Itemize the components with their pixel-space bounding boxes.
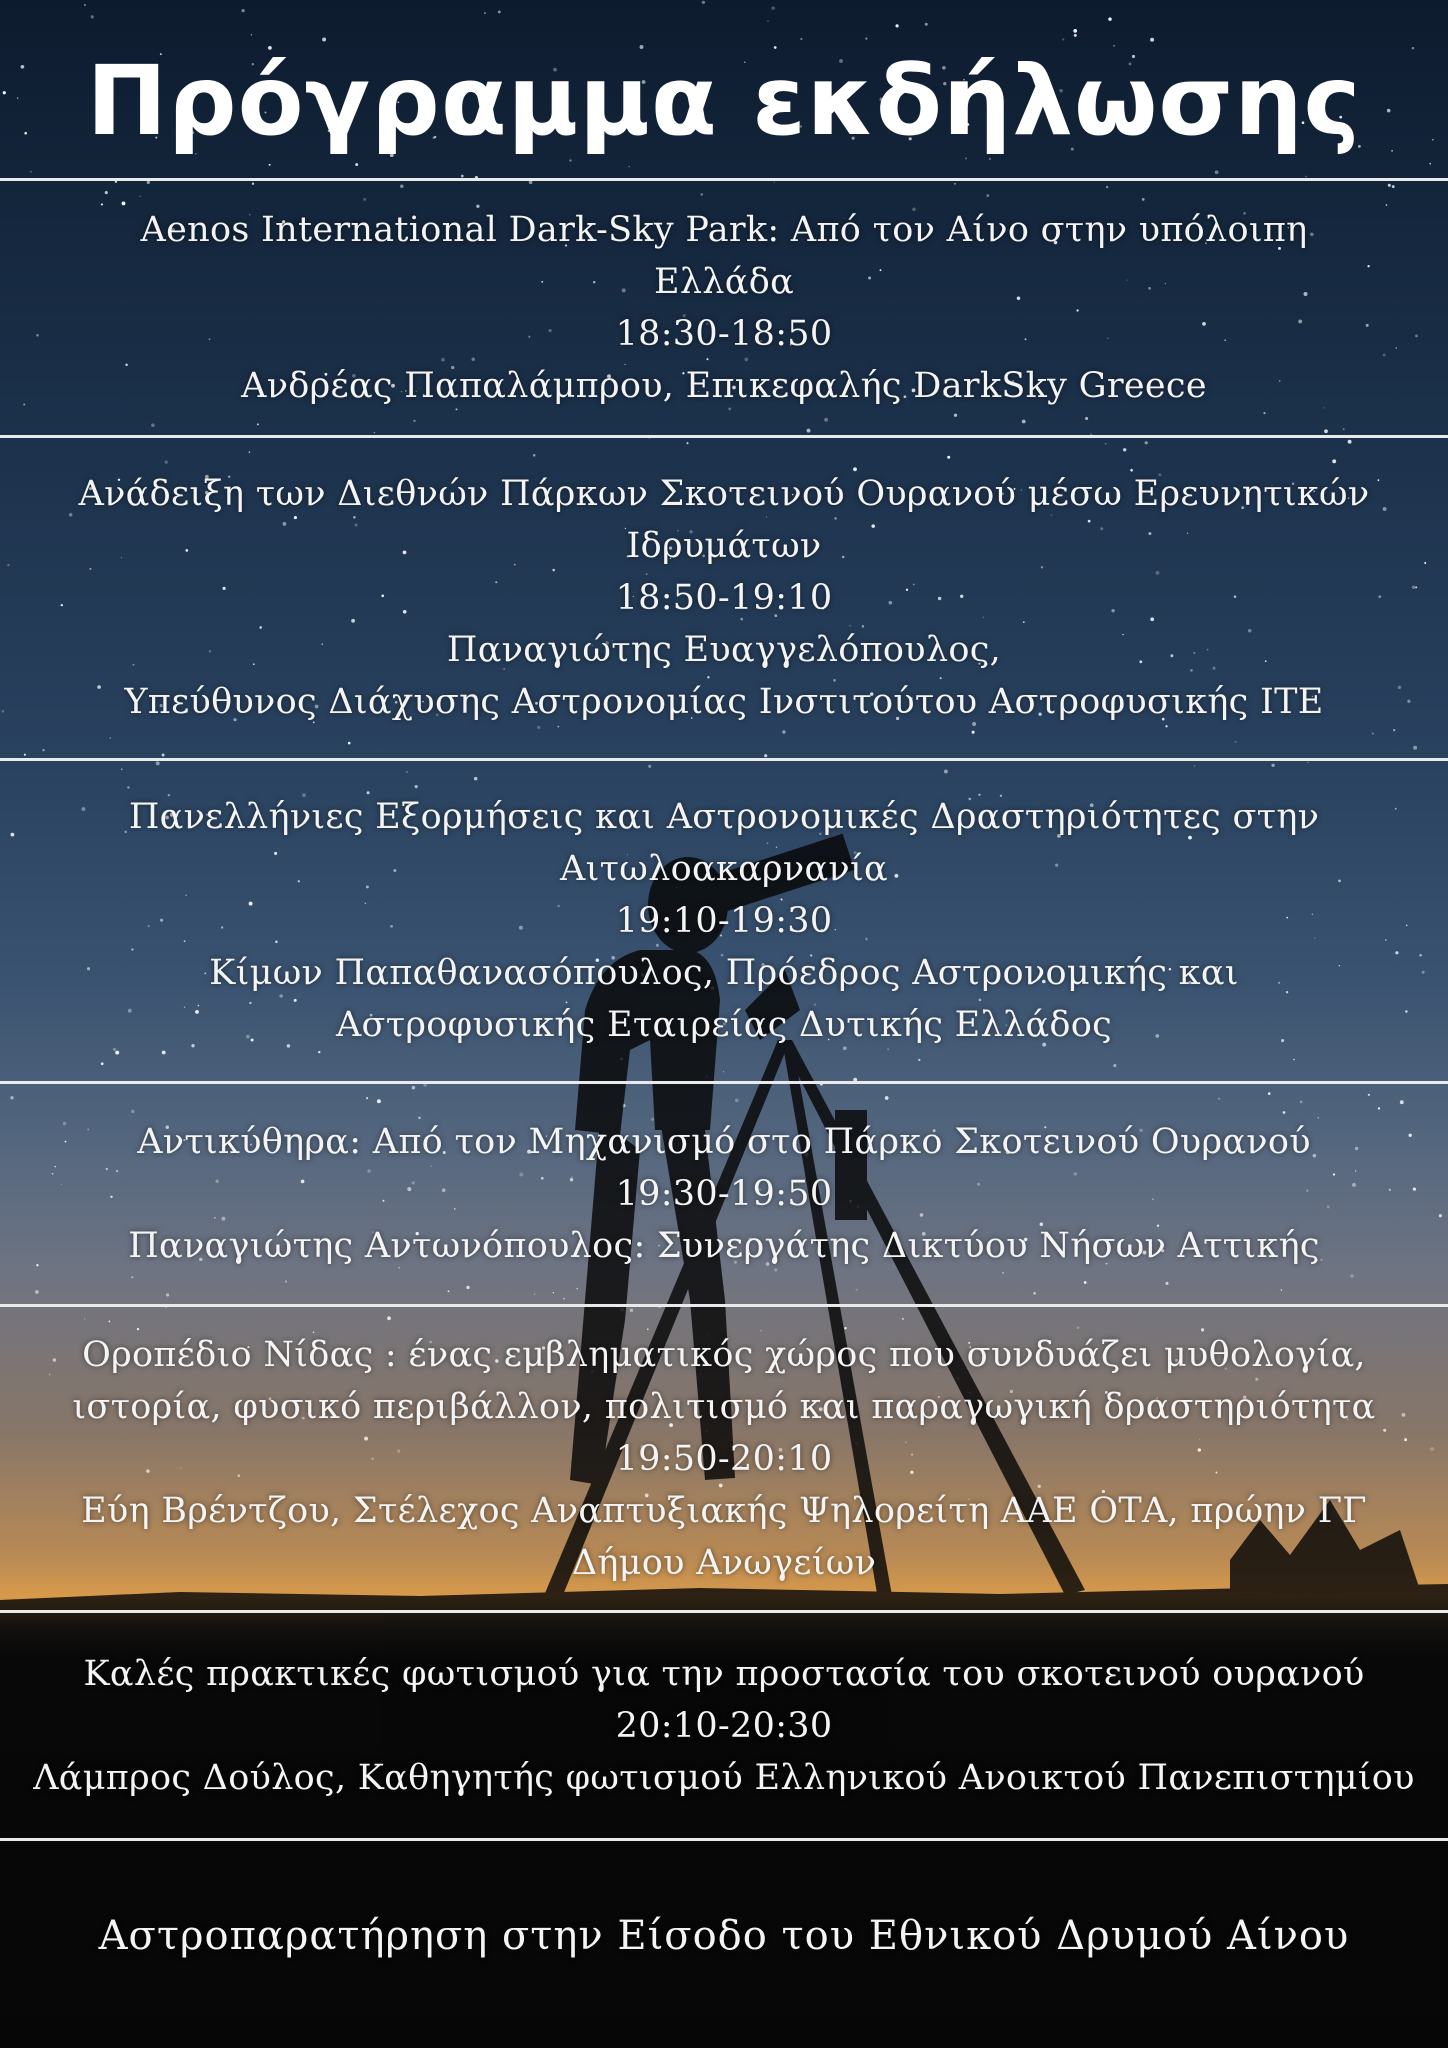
session-title: Ανάδειξη των Διεθνών Πάρκων Σκοτεινού Ουρανού μέσω Ερευνητικών <box>78 474 1370 514</box>
session-time: 18:50-19:10 <box>615 578 833 618</box>
session-title: Ελλάδα <box>653 262 795 302</box>
session-speaker: Λάμπρος Δούλος, Καθηγητής φωτισμού Ελληνικού Ανοικτού Πανεπιστημίου <box>33 1757 1415 1798</box>
session-speaker: Κίμων Παπαθανασόπουλος, Πρόεδρος Αστρονομικής και <box>209 953 1239 993</box>
closing-event <box>0 1841 1448 2031</box>
session-time: 18:30-18:50 <box>615 314 833 354</box>
session-title: Aenos International Dark-Sky Park: Από τον Αίνο στην υπόλοιπη <box>140 210 1308 250</box>
session-nida <box>0 1307 1448 1610</box>
session-time: 20:10-20:30 <box>615 1705 833 1746</box>
session-speaker: Δήμου Ανωγείων <box>571 1542 877 1583</box>
session-speaker: Υπεύθυνος Διάχυσης Αστρονομίας Ινστιτούτου Αστροφυσικής ΙΤΕ <box>124 682 1324 722</box>
session-aitoloakarnania <box>0 761 1448 1081</box>
session-title: Ιδρυμάτων <box>626 526 822 566</box>
session-speaker: Ανδρέας Παπαλάμπρου, Επικεφαλής DarkSky Greece <box>241 366 1207 406</box>
session-title: Αντικύθηρα: Από τον Μηχανισμό στο Πάρκο Σκοτεινού Ουρανού <box>137 1122 1311 1162</box>
session-title: Πανελλήνιες Εξορμήσεις και Αστρονομικές Δραστηριότητες στην <box>128 797 1320 837</box>
session-speaker: Παναγιώτης Αντωνόπουλος: Συνεργάτης Δικτύου Νήσων Αττικής <box>128 1226 1320 1266</box>
session-aenos <box>0 181 1448 435</box>
session-lighting <box>0 1613 1448 1838</box>
session-time: 19:30-19:50 <box>615 1174 833 1214</box>
session-research <box>0 438 1448 758</box>
session-title: Καλές πρακτικές φωτισμού για την προστασία του σκοτεινού ουρανού <box>83 1653 1365 1694</box>
closing-title: Αστροπαρατήρηση στην Είσοδο του Εθνικού Δρυμού Αίνου <box>98 1913 1350 1959</box>
session-speaker: Παναγιώτης Ευαγγελόπουλος, <box>446 630 1002 670</box>
session-title: Οροπέδιο Νίδας : ένας εμβληματικός χώρος που συνδυάζει μυθολογία, <box>82 1334 1366 1375</box>
session-antikythera <box>0 1084 1448 1304</box>
session-title: Αιτωλοακαρνανία <box>560 849 888 889</box>
session-speaker: Εύη Βρέντζου, Στέλεχος Αναπτυξιακής Ψηλορείτη ΑΑΕ ΟΤΑ, πρώην ΓΓ <box>81 1490 1367 1531</box>
session-speaker: Αστροφυσικής Εταιρείας Δυτικής Ελλάδος <box>335 1005 1113 1045</box>
session-time: 19:10-19:30 <box>615 901 833 941</box>
session-title: ιστορία, φυσικό περιβάλλον, πολιτισμό και παραγωγική δραστηριότητα <box>72 1386 1376 1427</box>
session-time: 19:50-20:10 <box>615 1438 833 1479</box>
page-title: Πρόγραμμα εκδήλωσης <box>86 45 1362 157</box>
